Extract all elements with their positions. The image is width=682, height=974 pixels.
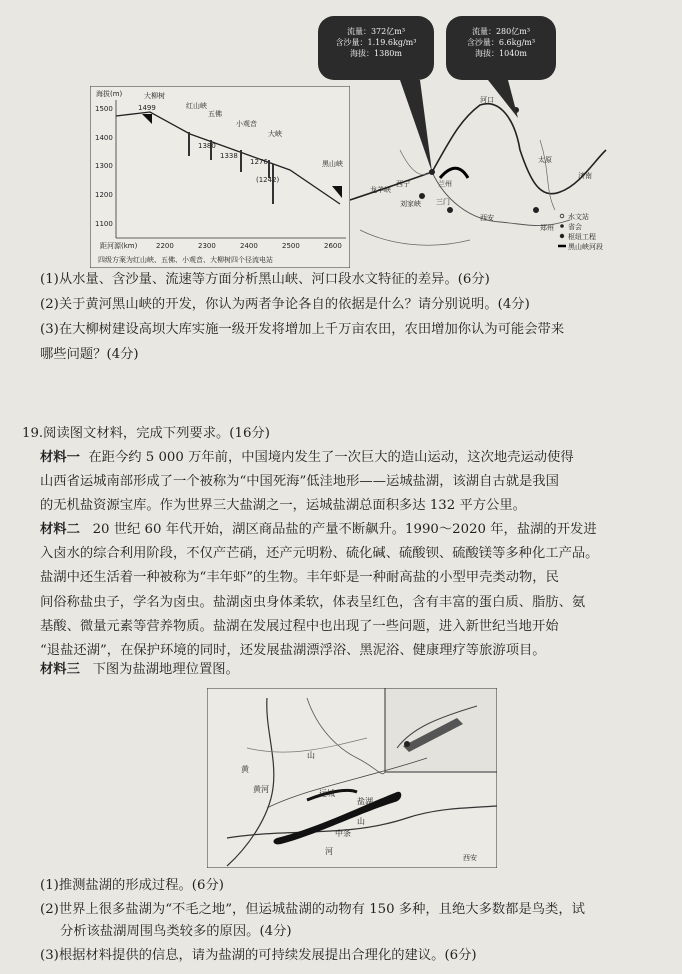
map-label: 山 <box>307 751 315 760</box>
material-1-label: 材料一 <box>40 450 80 465</box>
question-19-1: (1)推测盐湖的形成过程。(6分) <box>40 878 224 893</box>
material-1: 材料一 在距今约 5 000 万年前，中国境内发生了一次巨大的造山运动，这次地壳运动使得 山西省运城南部形成了一个被称为“中国死海”低洼地形——运城盐湖，该湖自古就是我国 的无机盐资源宝库。作为世界三大盐湖之一，运城盐湖总面积多达 132 平方公里。 <box>40 450 574 514</box>
map-label: 三门 <box>436 198 450 206</box>
dam-label: 大峡 <box>268 130 282 138</box>
map-label: 龙羊峡 <box>370 186 391 194</box>
map-label: 兰州 <box>438 180 452 188</box>
question-18-3-cont: 哪些问题？(4分) <box>40 347 139 362</box>
svg-text:枢纽工程: 枢纽工程 <box>568 233 596 241</box>
elevation-axis-label: 海拔(m) <box>96 90 123 98</box>
map-label: 西宁 <box>396 180 410 188</box>
map-label: 郑州 <box>540 224 554 232</box>
y-tick: 1300 <box>95 162 113 170</box>
material-3: 材料三 下图为盐湖地理位置图。 <box>40 662 239 677</box>
question-18-2: (2)关于黄河黑山峡的开发，你认为两者争论各自的依据是什么？请分别说明。(4分) <box>40 297 530 312</box>
dam-label: 红山峡 <box>186 102 207 110</box>
x-tick: 2500 <box>282 242 300 250</box>
material-3-label: 材料三 <box>40 662 80 677</box>
figure-caption: 四级方案为红山峡、五佛、小观音、大柳树四个径流电站 <box>98 256 273 264</box>
map-label: 盐湖 <box>357 797 373 806</box>
svg-text:黑山峡河段: 黑山峡河段 <box>568 243 603 251</box>
dam-label: 大柳树 <box>144 92 165 100</box>
dam-label: 五佛 <box>208 110 222 118</box>
map-legend <box>558 212 603 251</box>
question-19-2-cont: 分析该盐湖周围鸟类较多的原因。(4分) <box>60 924 292 939</box>
x-tick: 2300 <box>198 242 216 250</box>
material-2: 材料二 20 世纪 60 年代开始，湖区商品盐的产量不断飙升。1990～2020 年，盐湖的开发进 入卤水的综合利用阶段，不仅产芒硝，还产元明粉、硫化碱、硫酸钡、硫酸镁等多种化工产品。 盐湖中还生活着一种被称为“丰年虾”的生物。丰年虾是一种耐高盐的小型甲壳类动物，民 间俗称盐虫子，学名为卤虫。盐湖卤虫身体柔软，体表呈红色，含有丰富的蛋白质、脂肪、氨 基酸、微量元素等营养物质。盐湖在发展过程中也出现了一些问题，进入新世纪当地开始 “退盐还湖”，在保护环境的同时，还发展盐湖漂浮浴、黑泥浴、健康理疗等旅游项目。 <box>40 522 599 659</box>
dam-label: 黑山峡 <box>322 160 343 168</box>
map-label: 河 <box>325 847 333 856</box>
hydro-bubble-heishanxia: 流量：372亿m³ 含沙量：1.19.6kg/m³ 海拔：1380m <box>318 16 434 80</box>
salt-lake-map <box>207 688 497 868</box>
distance-axis-label: 距河源(km) <box>100 242 138 250</box>
map-label: 刘家峡 <box>400 200 421 208</box>
map-label: 山 <box>357 817 365 826</box>
question-19-title: 19.阅读图文材料，完成下列要求。(16分) <box>22 426 270 441</box>
map-label: 运城 <box>319 789 335 798</box>
map-label: 西安 <box>480 214 494 222</box>
map-label: 中条 <box>335 829 351 838</box>
map-label: 济南 <box>578 172 592 180</box>
elev-label: 1276 <box>250 158 268 166</box>
hydro-bubble-hekou: 流量：280亿m³ 含沙量：6.6kg/m³ 海拔：1040m <box>446 16 556 80</box>
x-tick: 2200 <box>156 242 174 250</box>
svg-text:水文站: 水文站 <box>568 213 589 221</box>
elev-label: (1242) <box>256 176 280 184</box>
question-18-3: (3)在大柳树建设高坝大库实施一级开发将增加上千万亩农田，农田增加你认为可能会带来 <box>40 322 565 337</box>
x-tick: 2400 <box>240 242 258 250</box>
question-18-1: (1)从水量、含沙量、流速等方面分析黑山峡、河口段水文特征的差异。(6分) <box>40 272 490 287</box>
elevation-profile-chart <box>90 86 350 268</box>
elev-label: 1499 <box>138 104 156 112</box>
elev-label: 1338 <box>220 152 238 160</box>
question-19-2: (2)世界上很多盐湖为“不毛之地”，但运城盐湖的动物有 150 多种，且绝大多数都是鸟类，试 <box>40 902 585 917</box>
x-tick: 2600 <box>324 242 342 250</box>
material-2-label: 材料二 <box>40 522 80 537</box>
map-label: 黄河 <box>253 785 269 794</box>
map-label: 西安 <box>463 854 477 862</box>
y-tick: 1400 <box>95 134 113 142</box>
map-label: 黄 <box>241 765 249 774</box>
y-tick: 1200 <box>95 191 113 199</box>
elev-label: 1380 <box>198 142 216 150</box>
map-label: 太原 <box>538 156 552 164</box>
svg-text:省会: 省会 <box>568 223 582 231</box>
question-19-3: (3)根据材料提供的信息，请为盐湖的可持续发展提出合理化的建议。(6分) <box>40 948 477 963</box>
y-tick: 1100 <box>95 220 113 228</box>
y-tick: 1500 <box>95 105 113 113</box>
map-label: 河口 <box>480 96 494 104</box>
dam-label: 小观音 <box>236 120 257 128</box>
